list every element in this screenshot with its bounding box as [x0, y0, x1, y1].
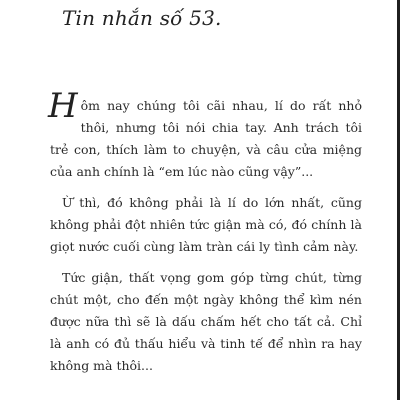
page-title: Tin nhắn số 53. [62, 6, 222, 30]
paragraph-3-text: Tức giận, thất vọng gom góp từng chút, từng chút một, cho đến một ngày không thể kìm nén được nữa thì sẽ là dấu chấm hết cho tất cả. Chỉ là anh có đủ thấu hiểu và tinh tế để nhìn ra hay không mà thôi... [50, 270, 362, 373]
paragraph-1 [48, 86, 362, 183]
paragraph-3 [50, 267, 362, 377]
paragraph-2 [50, 192, 362, 258]
paragraph-1-text: ôm nay chúng tôi cãi nhau, lí do rất nhỏ thôi, nhưng tôi nói chia tay. Anh trách tôi trẻ con, thích làm to chuyện, và câu cửa miệng của anh chính là “em lúc nào cũng vậy”... [50, 98, 362, 179]
paragraph-2-text: Ừ thì, đó không phải là lí do lớn nhất, cũng không phải đột nhiên tức giận mà có, đó chính là giọt nước cuối cùng làm tràn cái ly tình cảm này. [50, 195, 362, 254]
drop-cap: H [48, 86, 78, 126]
page-body [48, 86, 362, 377]
